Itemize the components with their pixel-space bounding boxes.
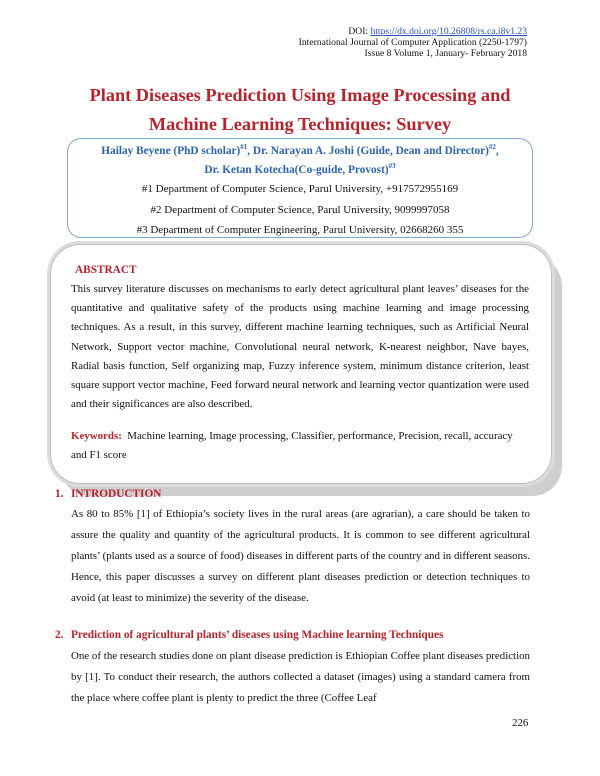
journal-name: International Journal of Computer Application (2250-1797): [298, 37, 527, 48]
affiliation-3: #3 Department of Computer Engineering, Parul University, 02668260 355: [136, 224, 464, 236]
section-number: 1.: [55, 488, 64, 500]
keywords-label: Keywords:: [71, 430, 122, 442]
author-1-sup: #1: [240, 143, 248, 151]
author-2: Dr. Narayan A. Joshi (Guide, Dean and Director): [252, 144, 489, 157]
affiliation-2: #2 Department of Computer Science, Parul University, 9099997058: [150, 204, 450, 216]
section-number: 2.: [55, 629, 64, 641]
paper-title-line1: Plant Diseases Prediction Using Image Processing and: [89, 85, 511, 105]
abstract-heading: ABSTRACT: [75, 264, 137, 276]
author-sep: ,: [495, 144, 499, 157]
author-1: Hailay Beyene (PhD scholar): [101, 144, 241, 157]
page-number: 226: [512, 717, 529, 729]
section-heading-2: [55, 629, 443, 641]
issue-info: Issue 8 Volume 1, January- February 2018: [364, 48, 527, 59]
authors-line1: [0, 143, 600, 157]
affiliation-1: #1 Department of Computer Science, Parul University, +917572955169: [141, 183, 459, 195]
authors-line2: [0, 162, 600, 176]
abstract-text: This survey literature discusses on mechanisms to early detect agricultural plant leaves’ diseases for the quantitative and qualitative safety of the products using machine learning and image processing techniques. As a result, in this survey, different machine learning techniques, such as Artificial Neural Network, Support vector machine, Convolutional neural network, K-nearest neighbor, Nave bayes, Radial basis function, Self organizing map, Fuzzy inference system, minimum distance criterion, least square support vector machine, Feed forward neural network and learning vector quantization were used and their significances are also described.: [71, 283, 529, 411]
author-3-sup: #3: [388, 162, 396, 170]
keywords-text: Machine learning, Image processing, Classifier, performance, Precision, recall, accuracy and F1 score: [71, 430, 513, 462]
author-2-sup: #2: [488, 143, 496, 151]
doi-line: [348, 26, 527, 38]
section-1-text: As 80 to 85% [1] of Ethiopia’s society lives in the rural areas (are agrarian), a care should be taken to assure the quality and quantity of the agricultural products. It is common to see different agricultural plants’ (plants used as a source of food) diseases in different parts of the country and in different seasons. Hence, this paper discusses a survey on different plant diseases prediction or detection techniques to avoid (at least to minimize) the severity of the disease.: [71, 508, 530, 604]
section-2-text: One of the research studies done on plant disease prediction is Ethiopian Coffee plant diseases prediction by [1]. To conduct their research, the authors collected a dataset (images) using a standard camera from the place where coffee plant is plenty to predict the three (Coffee Leaf: [71, 650, 530, 704]
keywords: [71, 427, 529, 465]
doi-label: DOI:: [348, 26, 369, 37]
author-3: Dr. Ketan Kotecha(Co-guide, Provost): [204, 163, 389, 176]
section-title: Prediction of agricultural plants’ diseases using Machine learning Techniques: [71, 629, 444, 641]
section-title: INTRODUCTION: [71, 488, 162, 500]
doi-link[interactable]: https://dx.doi.org/10.26808/rs.ca.i8v1.23: [370, 26, 527, 37]
paper-title-line2: Machine Learning Techniques: Survey: [148, 114, 452, 134]
author-sep: ,: [247, 144, 253, 157]
section-heading-1: [55, 488, 161, 500]
